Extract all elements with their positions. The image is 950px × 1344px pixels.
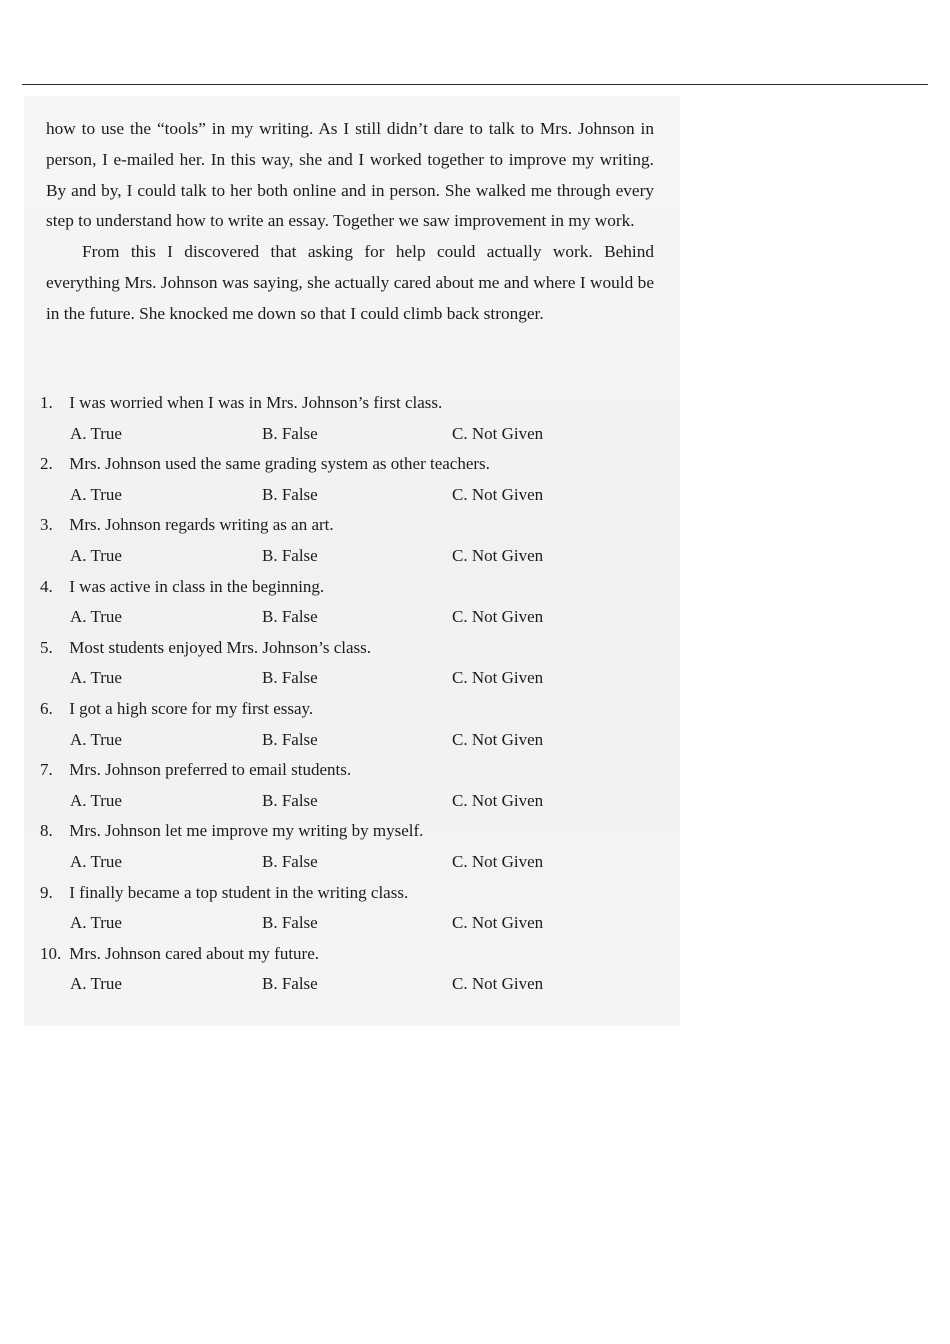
question-stem (40, 572, 660, 603)
question-stem (40, 388, 660, 419)
question-item (40, 878, 660, 939)
option-true: A. True (70, 484, 122, 504)
question-number: 8. (40, 821, 53, 841)
question-item (40, 572, 660, 633)
answer-options (40, 786, 660, 817)
question-item (40, 510, 660, 571)
answer-options (40, 725, 660, 756)
question-number: 2. (40, 454, 53, 474)
option-false: B. False (262, 974, 318, 994)
answer-options (40, 847, 660, 878)
question-text: I was active in class in the beginning. (69, 576, 325, 596)
passage-paragraph-2: From this I discovered that asking for help could actually work. Behind everything Mrs. Johnson was saying, she actually cared about me and where I would be in the future. She knocked me down so that I could climb back stronger. (46, 242, 654, 323)
option-false: B. False (262, 729, 318, 749)
option-true: A. True (70, 668, 122, 688)
question-item (40, 633, 660, 694)
option-true: A. True (70, 545, 122, 565)
question-item (40, 816, 660, 877)
option-true: A. True (70, 913, 122, 933)
option-not-given: C. Not Given (452, 668, 544, 688)
question-item (40, 939, 660, 1000)
question-stem (40, 449, 660, 480)
passage-paragraph-1: how to use the “tools” in my writing. As I still didn’t dare to talk to Mrs. Johnson in person, I e-mailed her. In this way, she and I worked together to improve my writing. By and by, I could talk to her both online and in person. She walked me through every step to understand how to write an essay. Together we saw improvement in my work. (46, 119, 654, 231)
question-stem (40, 755, 660, 786)
option-false: B. False (262, 607, 318, 627)
question-number: 1. (40, 393, 53, 412)
option-false: B. False (262, 484, 318, 504)
question-text: Mrs. Johnson preferred to email students. (69, 760, 352, 780)
answer-options (40, 663, 660, 694)
question-number: 5. (40, 637, 53, 657)
option-not-given: C. Not Given (452, 545, 544, 565)
question-text: I was worried when I was in Mrs. Johnson’s first class. (69, 393, 443, 412)
top-rule (22, 84, 928, 85)
question-stem (40, 816, 660, 847)
answer-options (40, 908, 660, 939)
question-number: 9. (40, 882, 53, 902)
option-not-given: C. Not Given (452, 851, 544, 871)
option-true: A. True (70, 851, 122, 871)
question-text: Most students enjoyed Mrs. Johnson’s class. (69, 637, 371, 657)
question-item (40, 755, 660, 816)
question-list (40, 388, 660, 1000)
option-false: B. False (262, 545, 318, 565)
question-number: 6. (40, 698, 53, 718)
question-stem (40, 939, 660, 970)
option-false: B. False (262, 668, 318, 688)
option-true: A. True (70, 423, 122, 443)
question-number: 3. (40, 515, 53, 535)
question-text: Mrs. Johnson cared about my future. (69, 943, 320, 963)
question-text: Mrs. Johnson let me improve my writing by myself. (69, 821, 424, 841)
option-not-given: C. Not Given (452, 913, 544, 933)
question-number: 7. (40, 760, 53, 780)
option-true: A. True (70, 607, 122, 627)
option-false: B. False (262, 851, 318, 871)
answer-options (40, 541, 660, 572)
option-true: A. True (70, 729, 122, 749)
question-text: Mrs. Johnson regards writing as an art. (69, 515, 334, 535)
question-item (40, 694, 660, 755)
option-false: B. False (262, 423, 318, 443)
option-not-given: C. Not Given (452, 484, 544, 504)
option-not-given: C. Not Given (452, 729, 544, 749)
answer-options (40, 602, 660, 633)
option-true: A. True (70, 974, 122, 994)
option-false: B. False (262, 913, 318, 933)
option-true: A. True (70, 790, 122, 810)
question-stem (40, 694, 660, 725)
question-item (40, 388, 660, 449)
reading-passage (46, 114, 654, 330)
question-text: I finally became a top student in the writing class. (69, 882, 409, 902)
option-not-given: C. Not Given (452, 423, 544, 443)
question-number: 10. (40, 943, 62, 963)
option-not-given: C. Not Given (452, 607, 544, 627)
answer-options (40, 480, 660, 511)
answer-options (40, 969, 660, 1000)
option-not-given: C. Not Given (452, 974, 544, 994)
question-item (40, 449, 660, 510)
option-false: B. False (262, 790, 318, 810)
option-not-given: C. Not Given (452, 790, 544, 810)
question-text: I got a high score for my first essay. (69, 698, 314, 718)
question-stem (40, 633, 660, 664)
question-stem (40, 878, 660, 909)
answer-options (40, 419, 660, 450)
question-stem (40, 510, 660, 541)
question-number: 4. (40, 576, 53, 596)
question-text: Mrs. Johnson used the same grading system as other teachers. (69, 454, 490, 474)
